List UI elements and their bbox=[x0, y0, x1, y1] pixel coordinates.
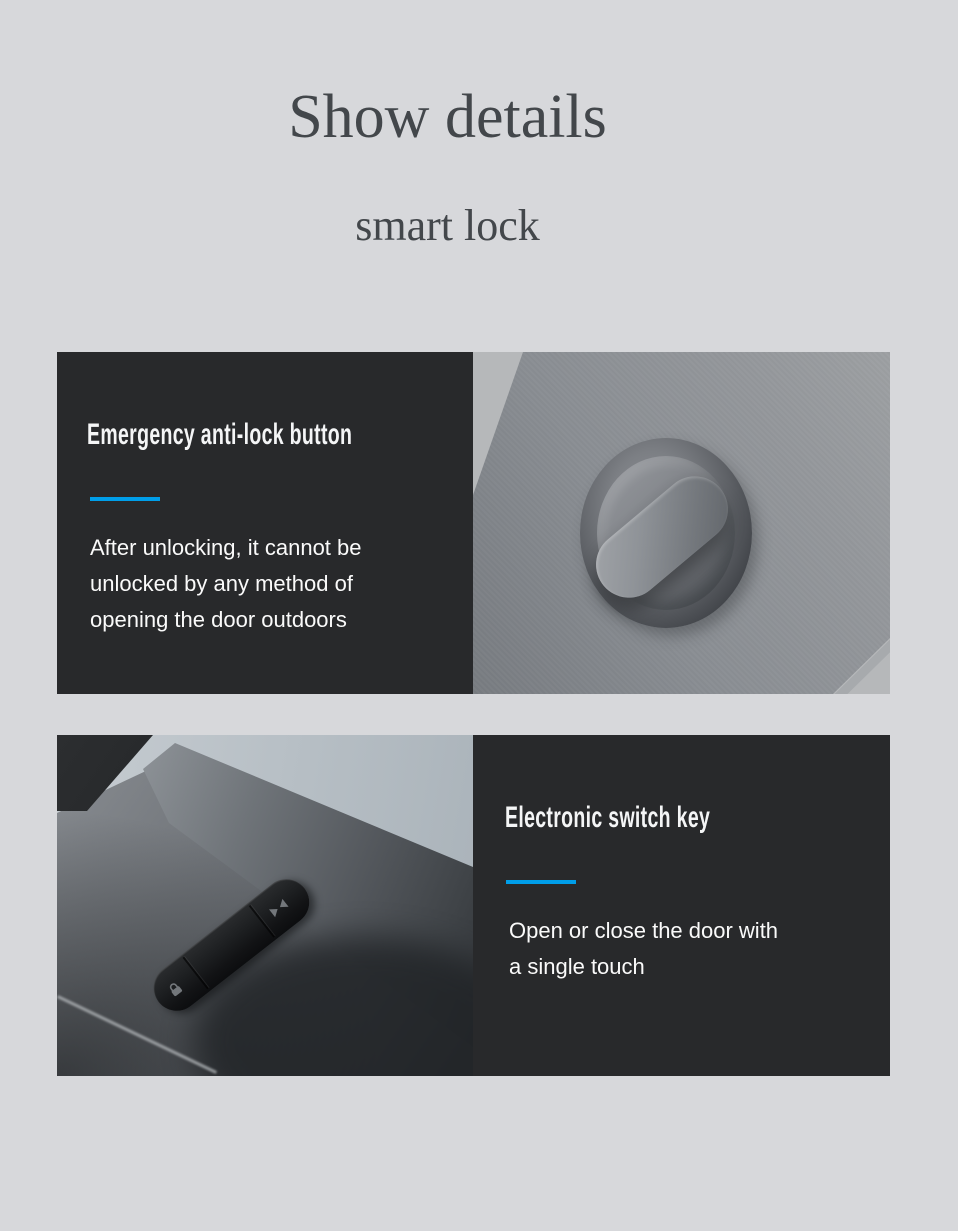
feature-description bbox=[509, 913, 890, 985]
feature-text-panel bbox=[473, 735, 890, 1076]
thumb-turn-knob-photo bbox=[473, 352, 890, 694]
description-line: After unlocking, it cannot be bbox=[90, 535, 362, 560]
lock-icon bbox=[164, 978, 186, 1000]
electronic-switch-key-photo bbox=[57, 735, 473, 1076]
feature-text-panel bbox=[57, 352, 473, 694]
close-arrows-icon bbox=[269, 899, 289, 917]
feature-heading: Emergency anti-lock button bbox=[87, 418, 353, 451]
feature-row-electronic-switch bbox=[57, 735, 890, 1076]
page-title: Show details bbox=[288, 83, 607, 151]
feature-heading: Electronic switch key bbox=[505, 801, 711, 834]
title-block bbox=[31, 0, 864, 248]
description-line: a single touch bbox=[509, 954, 645, 979]
button-segment-divider bbox=[183, 957, 209, 990]
accent-underline bbox=[506, 880, 576, 884]
feature-description bbox=[90, 530, 473, 638]
description-line: opening the door outdoors bbox=[90, 607, 347, 632]
description-line: Open or close the door with bbox=[509, 918, 779, 943]
accent-underline bbox=[90, 497, 160, 501]
page-subtitle: smart lock bbox=[355, 201, 540, 250]
description-line: unlocked by any method of bbox=[90, 571, 353, 596]
feature-row-emergency-anti-lock bbox=[57, 352, 890, 694]
arrow-left-glyph bbox=[277, 899, 289, 911]
